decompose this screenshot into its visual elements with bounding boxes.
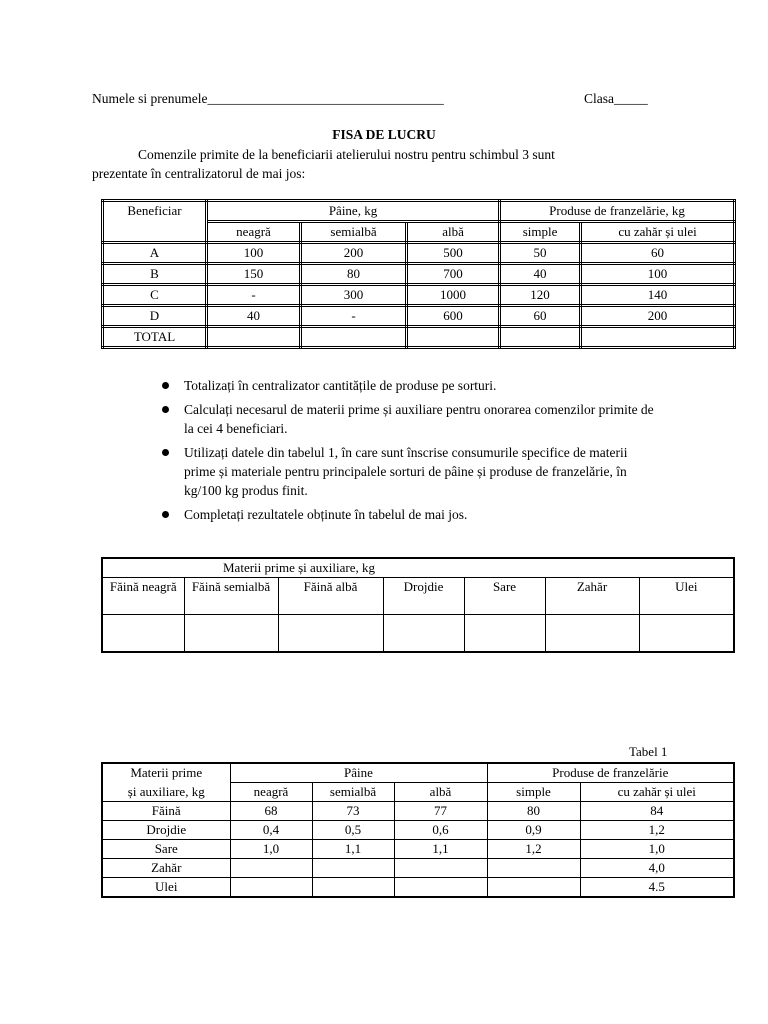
total-cell[interactable] (407, 327, 500, 348)
cell: 0,4 (230, 821, 312, 840)
row-name: D (103, 306, 207, 327)
cell: 4.5 (580, 878, 734, 898)
name-field-label: Numele si prenumele___________________________________ (92, 91, 444, 106)
row-name: Drojdie (102, 821, 230, 840)
column-header: Sare (464, 578, 545, 615)
table-row (103, 285, 735, 306)
cell: 150 (207, 264, 301, 285)
answer-cell[interactable] (639, 615, 734, 653)
subheader-semialba: semialbă (301, 222, 407, 243)
cell: 40 (500, 264, 581, 285)
cell: 77 (394, 802, 487, 821)
table-row (103, 306, 735, 327)
cell: 0,5 (312, 821, 394, 840)
answer-cell[interactable] (184, 615, 278, 653)
intro-line-2: prezentate în centralizatorul de mai jos: (92, 166, 306, 181)
cell (487, 878, 580, 898)
answer-cell[interactable] (464, 615, 545, 653)
table-row (103, 243, 735, 264)
total-cell[interactable] (301, 327, 407, 348)
orders-table (101, 199, 736, 349)
row-name: B (103, 264, 207, 285)
class-field-label: Clasa_____ (584, 91, 648, 106)
materials-header: Materii prime și auxiliare, kg (102, 558, 734, 578)
subheader-neagra: neagră (230, 783, 312, 802)
list-item: Completați rezultatele obținute în tabelul de mai jos. (160, 505, 660, 524)
answer-row (102, 615, 734, 653)
answer-cell[interactable] (278, 615, 383, 653)
cell: 1,1 (312, 840, 394, 859)
subheader-cu-zahar: cu zahăr și ulei (580, 783, 734, 802)
produse-header: Produse de franzelărie, kg (500, 201, 735, 222)
cell: 4,0 (580, 859, 734, 878)
table-row (102, 821, 734, 840)
cell: 40 (207, 306, 301, 327)
column-header: Făină albă (278, 578, 383, 615)
intro-line-1: Comenzile primite de la beneficiarii atelierului nostru pentru schimbul 3 sunt (138, 147, 555, 162)
cell (312, 878, 394, 898)
cell: 60 (581, 243, 735, 264)
cell: 1000 (407, 285, 500, 306)
list-item: Totalizați în centralizator cantitățile de produse pe sorturi. (160, 376, 660, 395)
cell (487, 859, 580, 878)
cell: 1,2 (580, 821, 734, 840)
corner-header: Materii prime (102, 763, 230, 783)
cell: 1,1 (394, 840, 487, 859)
answer-cell[interactable] (383, 615, 464, 653)
subheader-simple: simple (500, 222, 581, 243)
beneficiar-header: Beneficiar (103, 201, 207, 243)
paine-header: Pâine, kg (207, 201, 500, 222)
row-name: Zahăr (102, 859, 230, 878)
task-list (160, 376, 660, 529)
cell: 200 (581, 306, 735, 327)
corner-header: și auxiliare, kg (102, 783, 230, 802)
table-row (102, 802, 734, 821)
row-name: Ulei (102, 878, 230, 898)
cell: 80 (487, 802, 580, 821)
table-caption: Tabel 1 (629, 744, 668, 759)
list-item: Utilizați datele din tabelul 1, în care sunt înscrise consumurile specifice de materii prime și materiale pentru principalele sorturi de pâine și produse de franzelărie, în kg/100 kg produs finit. (160, 443, 660, 500)
produse-header: Produse de franzelărie (487, 763, 734, 783)
cell: 68 (230, 802, 312, 821)
paine-header: Pâine (230, 763, 487, 783)
cell: 600 (407, 306, 500, 327)
cell (394, 859, 487, 878)
subheader-alba: albă (394, 783, 487, 802)
column-header: Ulei (639, 578, 734, 615)
bullet-icon (162, 382, 169, 389)
cell: 1,0 (230, 840, 312, 859)
row-name: C (103, 285, 207, 306)
column-header: Făină neagră (102, 578, 184, 615)
cell: 60 (500, 306, 581, 327)
cell: 0,9 (487, 821, 580, 840)
column-header: Drojdie (383, 578, 464, 615)
answer-cell[interactable] (102, 615, 184, 653)
cell: - (301, 306, 407, 327)
column-header: Zahăr (545, 578, 639, 615)
cell: 1,2 (487, 840, 580, 859)
cell: 300 (301, 285, 407, 306)
cell: 700 (407, 264, 500, 285)
total-cell[interactable] (207, 327, 301, 348)
table-row (102, 840, 734, 859)
total-cell[interactable] (581, 327, 735, 348)
cell: 84 (580, 802, 734, 821)
table-row (103, 264, 735, 285)
list-item: Calculați necesarul de materii prime și auxiliare pentru onorarea comenzilor primite de la cei 4 beneficiari. (160, 400, 660, 438)
subheader-neagra: neagră (207, 222, 301, 243)
row-name: Făină (102, 802, 230, 821)
table-row (102, 878, 734, 898)
consumption-table (101, 762, 735, 898)
bullet-icon (162, 406, 169, 413)
bullet-icon (162, 511, 169, 518)
cell (230, 878, 312, 898)
row-name: Sare (102, 840, 230, 859)
cell: 80 (301, 264, 407, 285)
cell: 100 (207, 243, 301, 264)
cell: 73 (312, 802, 394, 821)
total-cell[interactable] (500, 327, 581, 348)
intro-paragraph (92, 145, 652, 183)
total-row (103, 327, 735, 348)
cell (230, 859, 312, 878)
bullet-icon (162, 449, 169, 456)
materials-table (101, 557, 735, 653)
subheader-cu-zahar: cu zahăr și ulei (581, 222, 735, 243)
subheader-alba: albă (407, 222, 500, 243)
cell: 200 (301, 243, 407, 264)
worksheet-title: FISA DE LUCRU (332, 127, 436, 142)
row-name: TOTAL (103, 327, 207, 348)
cell: 120 (500, 285, 581, 306)
cell: 140 (581, 285, 735, 306)
cell: - (207, 285, 301, 306)
cell: 100 (581, 264, 735, 285)
row-name: A (103, 243, 207, 264)
subheader-semialba: semialbă (312, 783, 394, 802)
answer-cell[interactable] (545, 615, 639, 653)
cell (394, 878, 487, 898)
cell: 1,0 (580, 840, 734, 859)
cell: 0,6 (394, 821, 487, 840)
table-row (102, 859, 734, 878)
cell: 50 (500, 243, 581, 264)
cell: 500 (407, 243, 500, 264)
column-header: Făină semialbă (184, 578, 278, 615)
cell (312, 859, 394, 878)
subheader-simple: simple (487, 783, 580, 802)
